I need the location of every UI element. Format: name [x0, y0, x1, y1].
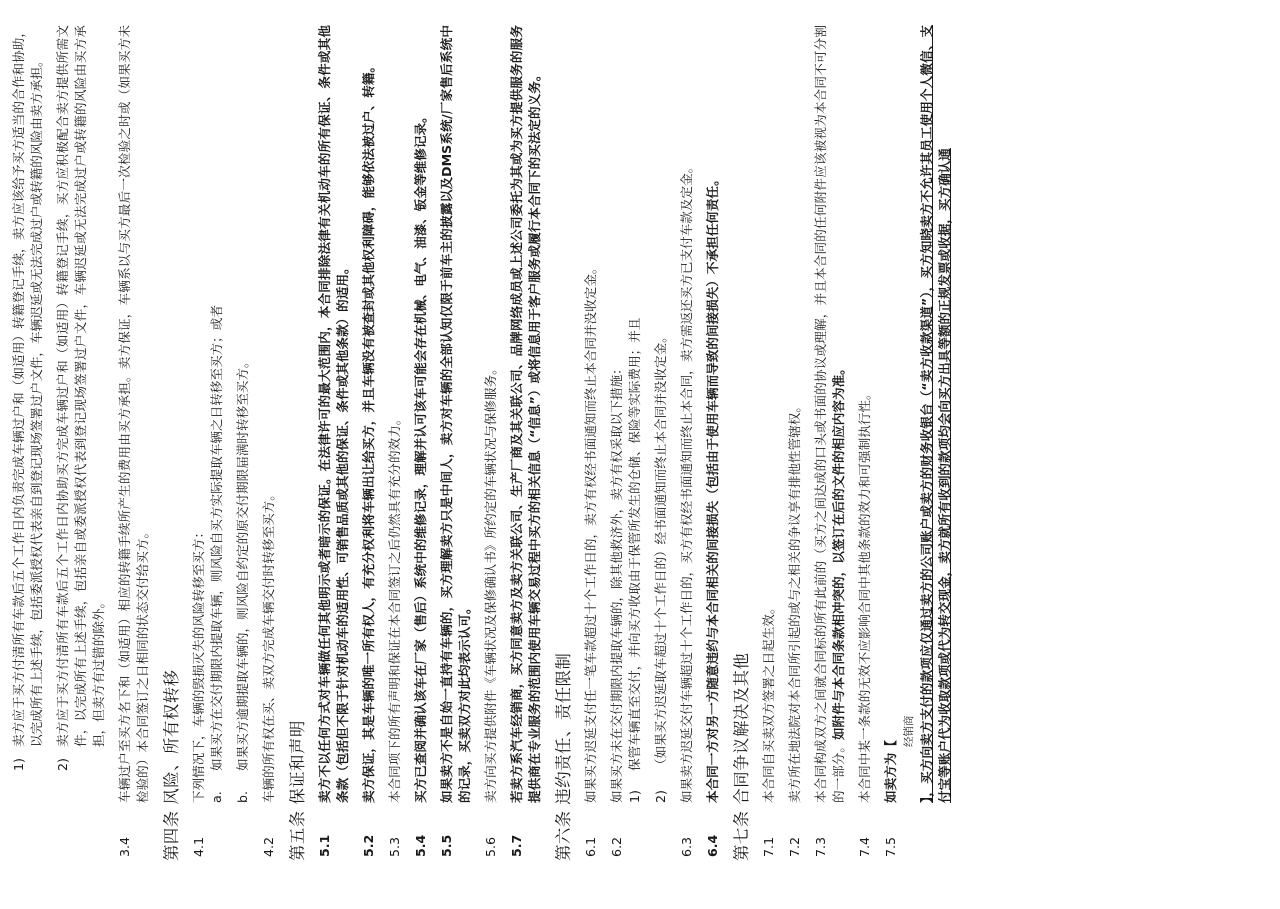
clause-number: 5.1	[317, 834, 332, 857]
clause-number: 7.2	[787, 836, 802, 857]
clause-text: 下列情况下，车辆的毁损灭失的风险转移至买方：	[191, 525, 206, 803]
clause-number: 3.4	[117, 836, 132, 857]
clause-6-3	[678, 25, 696, 857]
clause-number: 6.1	[583, 836, 598, 857]
item-number: 2)	[55, 758, 70, 771]
clause-6-4	[704, 25, 722, 857]
payment-clause	[918, 25, 954, 857]
clause-5-2	[360, 25, 378, 857]
clause-text: 车辆的所有权在买、卖双方完成车辆交付时转移至买方。	[261, 488, 276, 803]
clause-7-3	[812, 25, 848, 857]
clause-text: 本合同中某一条款的无效不应影响合同中其他条款的效力和可强制执行性。	[857, 387, 872, 803]
clause-number: 5.7	[509, 834, 524, 857]
clause-number: 6.3	[679, 836, 694, 857]
item-text: 如果买方逾期提取车辆的，则风险自约定的原交付期限届满时转移至买方。	[235, 355, 250, 771]
clause-number: 5.4	[413, 834, 428, 857]
contract-page	[10, 25, 1255, 885]
item-number: b.	[235, 791, 250, 803]
item-number: 1)	[627, 790, 642, 803]
item-text: 卖方应于买方付清所有车款后五个工作日内协助买方完成车辆过户和（如适用）转籍登记手续，买方应积极配合卖方提供所需文件，以完成所有上述手续，包括亲自或委派授权代表到登记现场签署过户文件，车辆迟延或无法完成过户或转籍的风险由买方承担，但卖方有过错的除外。	[55, 25, 106, 747]
clause-7-1	[760, 25, 778, 857]
clause-number: 5.6	[483, 836, 498, 857]
item-number: a.	[209, 791, 224, 803]
section-heading-4: 第四条 风险、所有权转移	[162, 669, 181, 861]
clause-text: 如果卖方迟延交付车辆超过十个工作日的，买方有权经书面通知而终止本合同，卖方需返还买方已支付车款及定金。	[679, 160, 694, 803]
clause-5-6	[482, 25, 500, 857]
clause-6-2-1	[626, 25, 644, 857]
clause-6-2-2	[652, 25, 670, 857]
clause-4-1-a	[208, 25, 226, 857]
clause-text: 如果买方迟延支付任一笔车款超过十个工作日的，卖方有权经书面通知而终止本合同并没收定金。	[583, 261, 598, 803]
item-text: （如果买方迟延取车超过十个工作日的）经书面通知而终止本合同并没收定金。	[653, 330, 668, 771]
clause-4-2	[260, 25, 278, 857]
clause-text: 如卖方为【	[883, 740, 898, 803]
clause-7-2	[786, 25, 804, 857]
section-heading-6: 第六条 违约责任、责任限制	[554, 652, 573, 861]
clause-number: 5.3	[387, 836, 402, 857]
clause-text: 车辆过户至买方名下和（如适用）相应的转籍手续所产生的费用由买方承担。卖方保证，车辆系以与买方最后一次检验之时或（如果买方未检验的）本合同签订之日相同的状态交付给买方。	[117, 25, 150, 803]
clause-6-2	[608, 25, 626, 857]
clause-number: 7.1	[761, 836, 776, 857]
clause-number: 6.2	[609, 836, 624, 857]
item-text: 卖方应于买方付清所有车款后五个工作日内负责完成车辆过户和（如适用）转籍登记手续，卖方应该给予买方适当的合作和协助，以完成所有上述手续，包括委派授权代表亲自到登记现场签署过户文件，车辆迟延或无法完成过户或转籍的风险由卖方承担。	[11, 25, 44, 747]
clause-text	[812, 25, 848, 803]
clause-text: 卖方所在地法院对本合同所引起的或与之相关的争议享有排他性管辖权。	[787, 400, 802, 803]
clause-5-1	[316, 25, 352, 857]
section-heading-7: 第七条 合同争议解决及其他	[732, 652, 751, 861]
clause-text: 如果卖方不是自始一直持有车辆的，买方理解卖方只是中间人，卖方对车辆的全部认知仅限于前车主的披露以及DMS系统/厂家售后系统中的记录，买卖双方对此均表示认可。	[439, 25, 472, 803]
clause-number: 4.2	[261, 836, 276, 857]
clause-6-1	[582, 25, 600, 857]
clause-text: 卖方保证，其是车辆的唯一所有权人，有充分权利将车辆出让给买方，并且车辆没有被查封或其他权利障碍，能够依法被过户、转籍。	[361, 59, 376, 803]
clause-number: 7.5	[883, 836, 898, 857]
clause-4-1	[190, 25, 208, 857]
clause-number: 4.1	[191, 836, 206, 857]
clause-5-5	[438, 25, 474, 857]
clause-3-4	[116, 25, 152, 857]
clause-text: 若卖方系汽车经销商，买方同意卖方及卖方关联公司、生产厂商及其关联公司、品牌网络成员或上述公司委托为其或为买方提供服务的服务提供商在专业服务的范围内使用车辆交易过程中买方的相关信息（“信息”）或将信息用于客户服务或履行本合同下的买法定的义务。	[509, 25, 542, 803]
item-text: 保管车辆直至交付，并向买方收取由于保管所发生的仓储、保险等实际费用；并且	[627, 317, 642, 771]
clause-4-1-b	[234, 25, 252, 857]
clause-number: 7.3	[813, 836, 828, 857]
item-number: 1)	[11, 758, 26, 771]
clause-text: 买方已查阅并确认该车在厂家（售后）系统中的维修记录，理解并认可该车可能会存在机械、电气、油漆、钣金等维修记录。	[413, 110, 428, 803]
clause-number: 6.4	[705, 834, 720, 857]
clause-text: 本合同一方对另一方随意违约与本合同相关的间接损失（包括由于使用车辆而导致的间接损失）不承担任何责任。	[705, 173, 720, 803]
clause-number: 7.4	[857, 836, 872, 857]
item-text: 如果买方在交付期限内提取车辆，则风险自买方实际提取车辆之日转移至买方；或者	[209, 305, 224, 771]
clause-text: 本合同项下的所有声明和保证在本合同签订之后仍然具有充分的效力。	[387, 412, 402, 803]
clause-item-2	[54, 25, 108, 857]
clause-5-7	[508, 25, 544, 857]
clause-7-4	[856, 25, 874, 857]
clause-text-bold: 如附件与本合同条款相冲突的，以签订在后的文件的相应内容为准。	[831, 362, 846, 741]
clause-5-3	[386, 25, 404, 857]
clause-text: 卖方不以任何方式对车辆做任何其他明示或者暗示的保证。在法律许可的最大范围内，本合同排除法律有关机动车的所有保证、条件或其他条款（包括但不限于针对机动车的适用性、可销售品质或其他的保证、条件或其他条款）的适用。	[317, 25, 350, 803]
clause-number: 5.5	[439, 834, 454, 857]
clause-number: 5.2	[361, 834, 376, 857]
clause-text-part: 本合同构成双方之间就合同标的所有此前的（买方之间达成的口头或书面的协议或理解，并且本合同的任何附件应该被视为本合同不可分割的一部分。	[813, 25, 846, 803]
clause-text: 如果买方未在交付期限内提取车辆的，除其他救济外，卖方有权采取以下措施：	[609, 362, 624, 803]
clause-item-1	[10, 25, 46, 857]
clause-text: 本合同自买卖双方签署之日起生效。	[761, 601, 776, 803]
clause-7-5	[882, 25, 918, 857]
item-number: 2)	[653, 790, 668, 803]
clause-text: 卖方向买方提供附件《车辆状况及保修确认书》所约定的车辆状况与保修服务。	[483, 362, 498, 803]
seller-type-handwritten: 经销商	[903, 715, 915, 747]
section-heading-5: 第五条 保证和声明	[288, 720, 307, 861]
clause-5-4	[412, 25, 430, 857]
payment-clause-text: 】，买方向卖方支付的款项应仅通过卖方的公司账户或卖方的财务收银台（“卖方收款渠道”），买方知晓卖方不允许其员工使用个人微信、支付宝等账户代为收取款项或代为转交现金，卖方就所有收到的款项均会向买方出具等额的正规发票或收据，买方确认通	[919, 25, 952, 803]
